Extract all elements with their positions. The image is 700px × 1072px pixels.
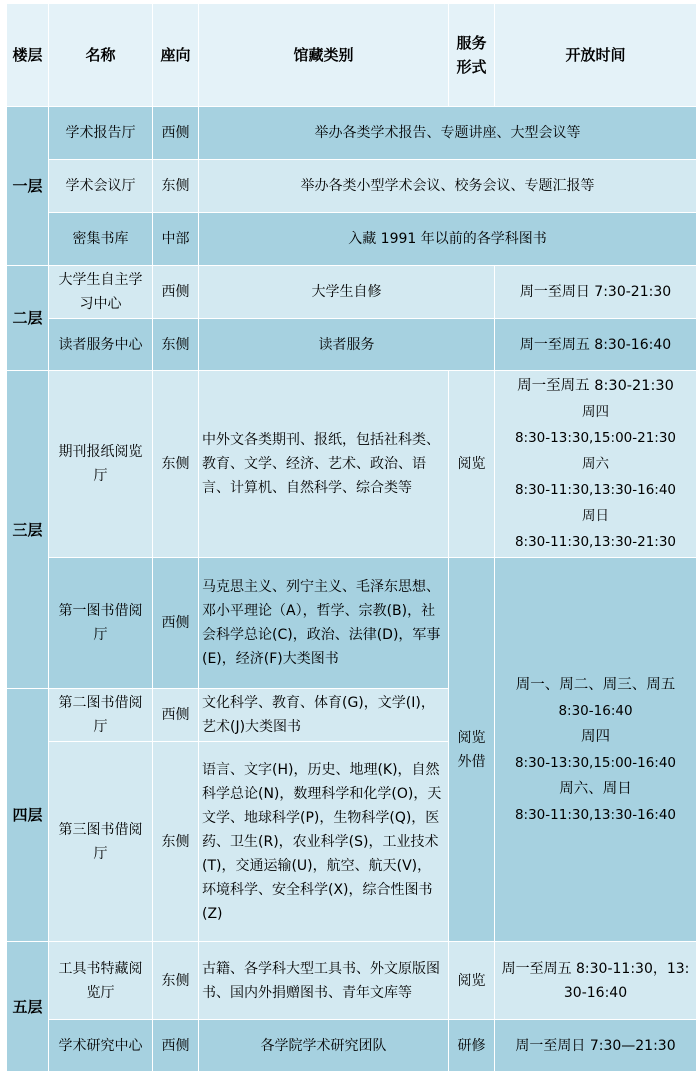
room-direction: 西侧 <box>153 558 199 689</box>
room-direction: 东侧 <box>153 319 199 371</box>
floor-label: 一层 <box>7 107 49 266</box>
room-name: 学术研究中心 <box>49 1020 153 1072</box>
room-service <box>449 558 495 942</box>
room-name: 第三图书借阅厅 <box>49 742 153 942</box>
room-name: 学术报告厅 <box>49 107 153 160</box>
library-floor-table <box>6 3 697 1072</box>
hours-line: 周一、周二、周三、周五 <box>515 676 676 693</box>
hours-line: 8:30-13:30,15:00-16:40 <box>514 754 677 771</box>
room-collection: 各学院学术研究团队 <box>199 1020 449 1072</box>
room-collection: 举办各类学术报告、专题讲座、大型会议等 <box>199 107 697 160</box>
header-service: 服务形式 <box>449 4 495 107</box>
room-hours: 周一至周日 7:30-21:30 <box>495 266 697 319</box>
room-collection: 中外文各类期刊、报纸，包括社科类、教育、文学、经济、艺术、政治、语言、计算机、自然科学、综合类等 <box>199 371 449 558</box>
room-direction: 东侧 <box>153 371 199 558</box>
hours-line: 周四 <box>581 728 610 745</box>
room-collection: 文化科学、教育、体育(G)，文学(I)，艺术(J)大类图书 <box>199 689 449 742</box>
floor-label: 五层 <box>7 942 49 1072</box>
room-direction: 西侧 <box>153 689 199 742</box>
room-direction: 东侧 <box>153 742 199 942</box>
room-direction: 西侧 <box>153 266 199 319</box>
header-direction: 座向 <box>153 4 199 107</box>
room-name: 读者服务中心 <box>49 319 153 371</box>
room-hours <box>495 558 697 942</box>
floor-label: 三层 <box>7 371 49 689</box>
room-collection: 大学生自修 <box>199 266 495 319</box>
floor-label: 二层 <box>7 266 49 371</box>
hours-line: 8:30-11:30,13:30-16:40 <box>514 482 677 498</box>
room-collection: 古籍、各学科大型工具书、外文原版图书、国内外捐赠图书、青年文库等 <box>199 942 449 1020</box>
room-direction: 东侧 <box>153 160 199 213</box>
header-hours: 开放时间 <box>495 4 697 107</box>
room-name: 大学生自主学习中心 <box>49 266 153 319</box>
table-row <box>7 266 697 319</box>
room-name: 工具书特藏阅览厅 <box>49 942 153 1020</box>
room-collection: 举办各类小型学术会议、校务会议、专题汇报等 <box>199 160 697 213</box>
room-service: 研修 <box>449 1020 495 1072</box>
hours-line: 周四 <box>582 404 609 420</box>
hours-line: 8:30-11:30,13:30-21:30 <box>514 534 677 550</box>
table-row <box>7 371 697 558</box>
table-row <box>7 319 697 371</box>
floor-label: 四层 <box>7 689 49 942</box>
header-floor: 楼层 <box>7 4 49 107</box>
hours-line: 8:30-16:40 <box>558 702 633 719</box>
room-name: 第二图书借阅厅 <box>49 689 153 742</box>
table-row <box>7 1020 697 1072</box>
hours-line: 周一至周五 8:30-21:30 <box>517 378 674 394</box>
hours-line: 周六 <box>582 456 609 472</box>
room-service: 阅览 <box>449 371 495 558</box>
room-name: 密集书库 <box>49 213 153 266</box>
header-name: 名称 <box>49 4 153 107</box>
room-name: 学术会议厅 <box>49 160 153 213</box>
room-hours: 周一至周五 8:30-11:30，13:30-16:40 <box>495 942 697 1020</box>
room-direction: 东侧 <box>153 942 199 1020</box>
room-name: 第一图书借阅厅 <box>49 558 153 689</box>
service-line: 阅览 <box>457 729 486 746</box>
hours-line: 8:30-11:30,13:30-16:40 <box>514 806 677 823</box>
service-line: 外借 <box>457 753 486 770</box>
room-collection: 入藏 1991 年以前的各学科图书 <box>199 213 697 266</box>
room-collection: 读者服务 <box>199 319 495 371</box>
hours-line: 8:30-13:30,15:00-21:30 <box>514 430 677 446</box>
header-row <box>7 4 697 107</box>
room-name: 期刊报纸阅览厅 <box>49 371 153 558</box>
room-direction: 西侧 <box>153 1020 199 1072</box>
room-collection: 语言、文字(H)，历史、地理(K)，自然科学总论(N)，数理科学和化学(O)，天文学、地球科学(P)，生物科学(Q)，医药、卫生(R)，农业科学(S)，工业技术(T)，交通运输(U)，航空、航天(V)，环境科学、安全科学(X)，综合性图书(Z) <box>199 742 449 942</box>
room-direction: 西侧 <box>153 107 199 160</box>
table-row <box>7 160 697 213</box>
room-hours: 周一至周日 7:30—21:30 <box>495 1020 697 1072</box>
room-hours <box>495 371 697 558</box>
hours-line: 周六、周日 <box>559 780 632 797</box>
table-row <box>7 558 697 689</box>
room-direction: 中部 <box>153 213 199 266</box>
room-hours: 周一至周五 8:30-16:40 <box>495 319 697 371</box>
table-row <box>7 213 697 266</box>
table-row <box>7 107 697 160</box>
table-row <box>7 942 697 1020</box>
hours-line: 周日 <box>582 508 609 524</box>
room-service: 阅览 <box>449 942 495 1020</box>
room-collection: 马克思主义、列宁主义、毛泽东思想、邓小平理论（A），哲学、宗教(B)，社会科学总论(C)，政治、法律(D)，军事(E)，经济(F)大类图书 <box>199 558 449 689</box>
header-collection: 馆藏类别 <box>199 4 449 107</box>
